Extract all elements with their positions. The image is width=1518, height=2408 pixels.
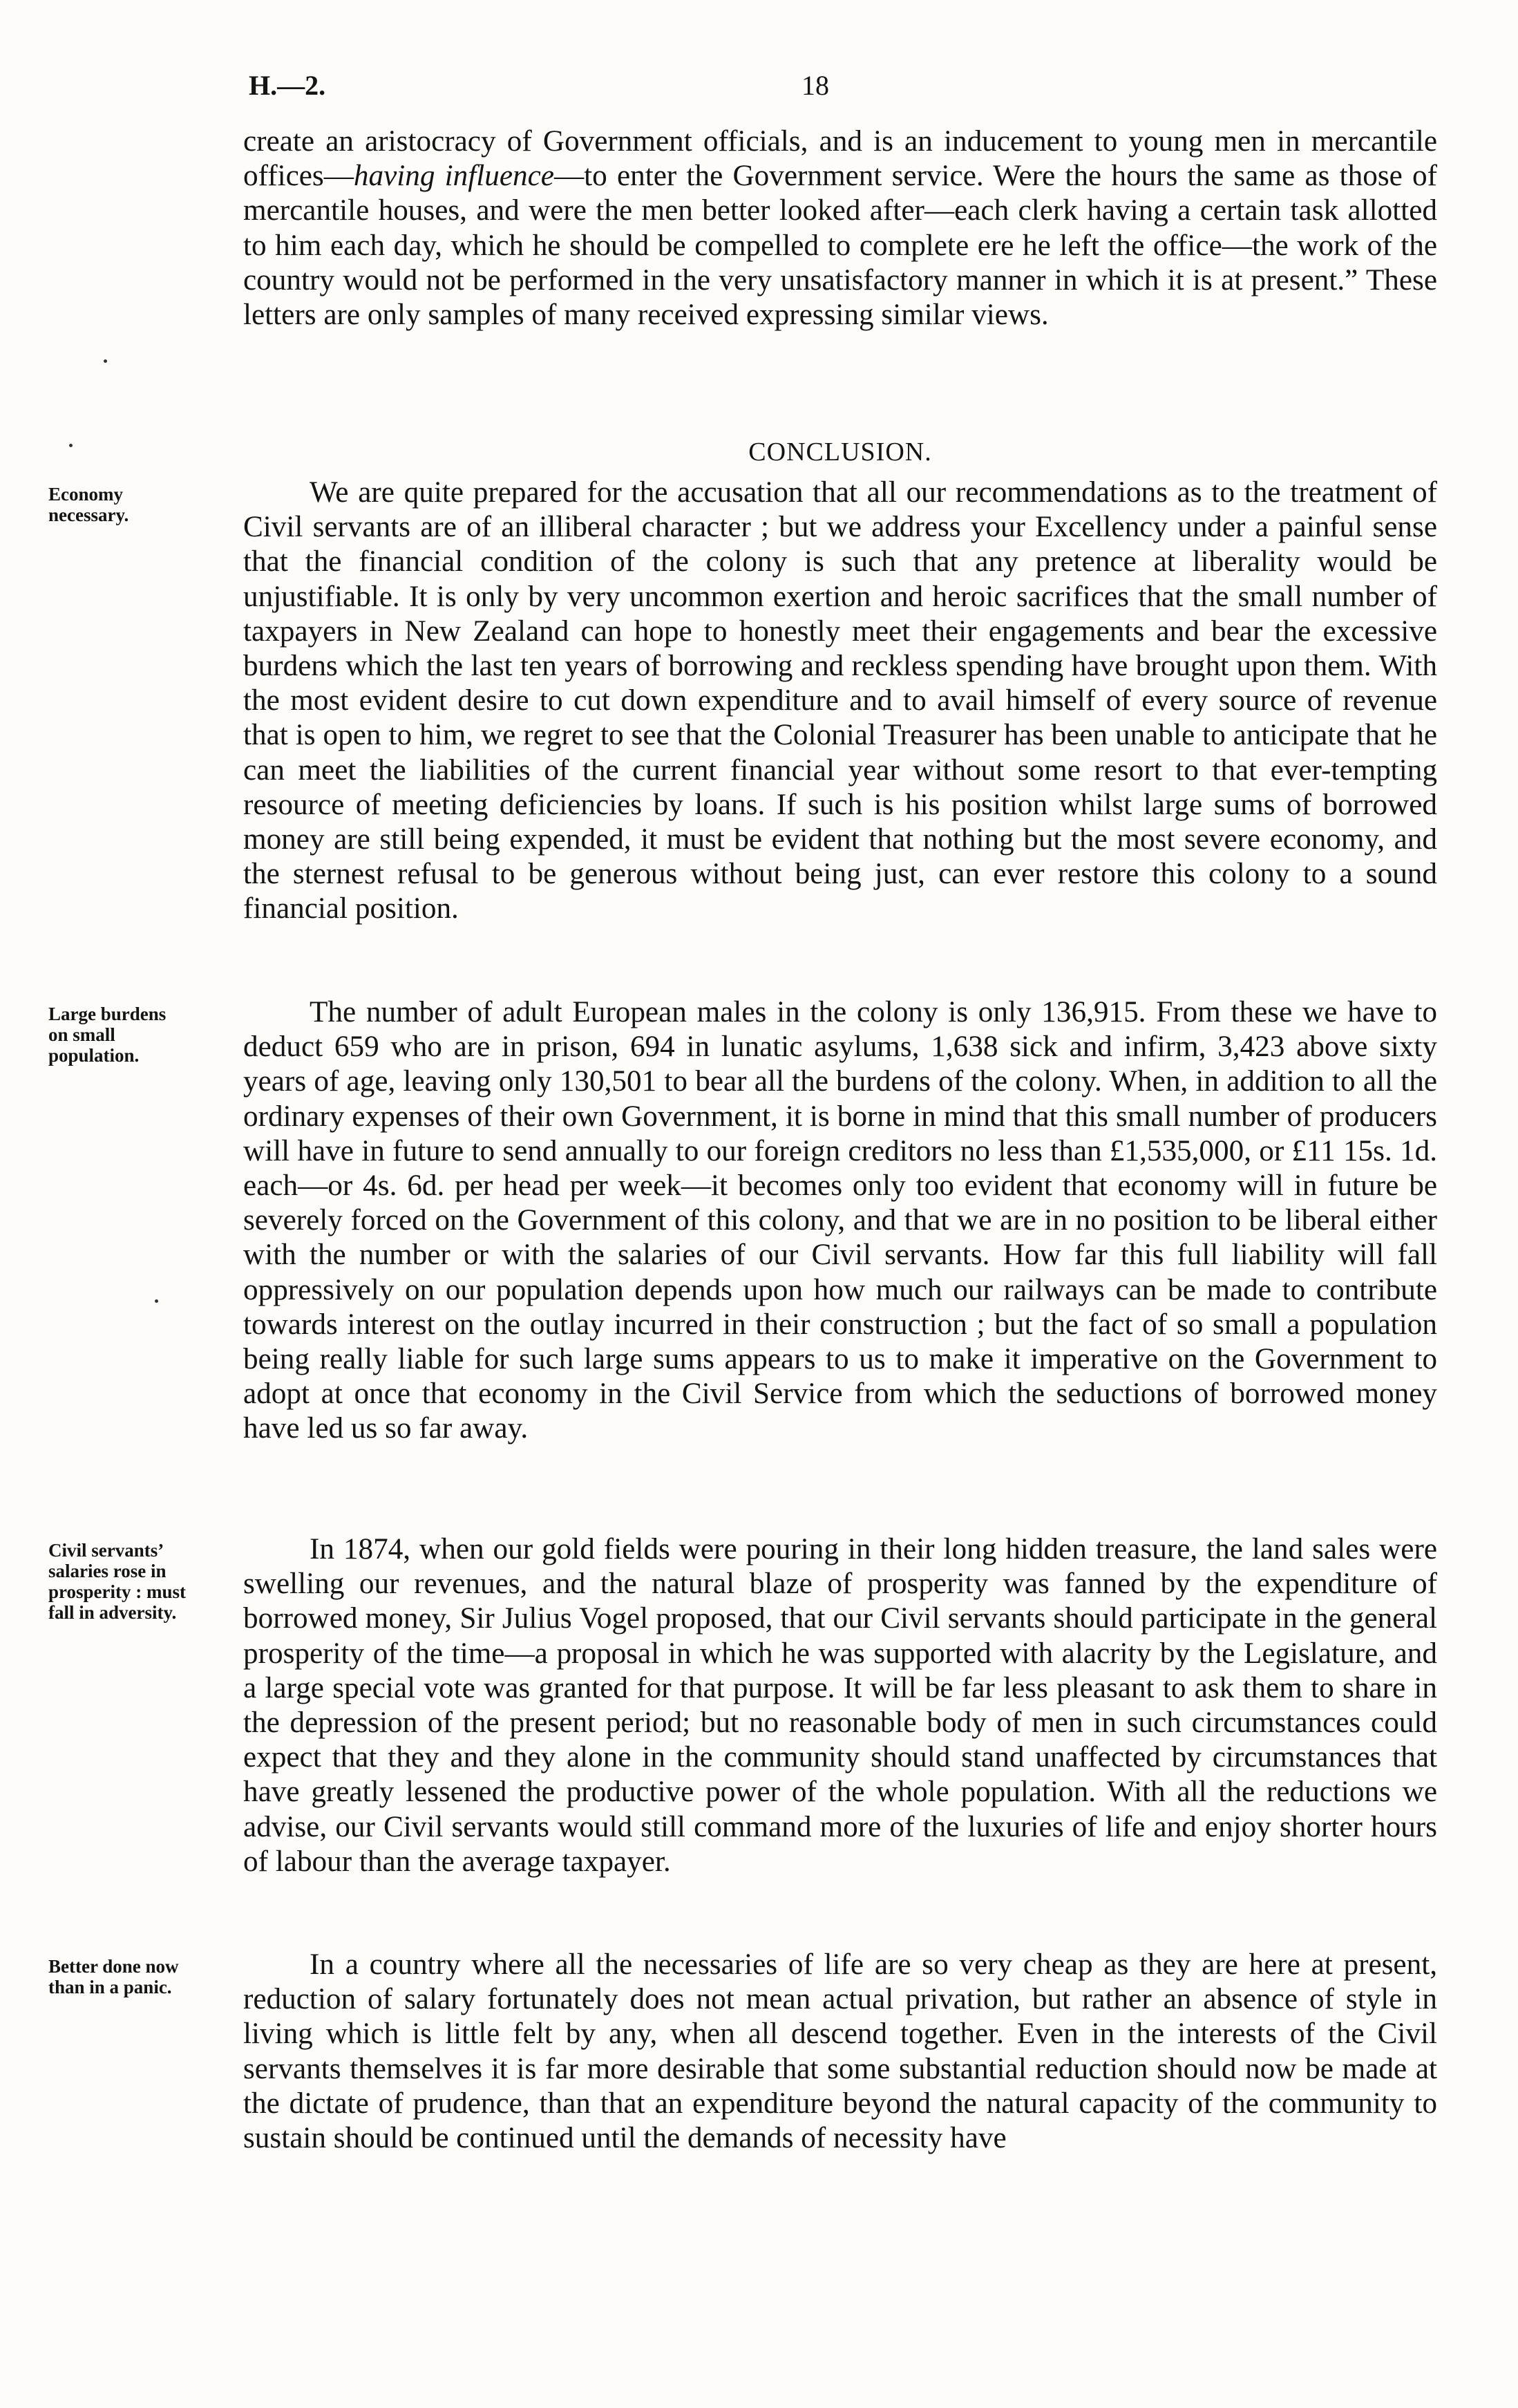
side-note-economy <box>48 484 235 525</box>
side-note-line: Better done now <box>48 1956 179 1977</box>
intro-paragraph <box>243 124 1437 332</box>
side-note-line: fall in adversity. <box>48 1602 177 1623</box>
side-note-line: than in a panic. <box>48 1977 172 1997</box>
side-note-line: Large burdens <box>48 1004 167 1024</box>
margin-speck <box>155 1299 158 1303</box>
document-reference: H.—2. <box>249 70 326 101</box>
paragraph-burdens: The number of adult European males in the colony is only 136,915. From these we have to deduct 659 who are in prison, 694 in lunatic asylums, 1,638 sick and infirm, 3,423 above sixty years of age, leaving only 130,501 to bear all the burdens of the colony. When, in addition to all the ordinary expenses of their own Government, it is borne in mind that this small number of producers will have in future to send annually to our foreign creditors no less than £1,535,000, or £11 15s. 1d. each—or 4s. 6d. per head per week—it becomes only too evident that economy will in future be severely forced on the Government of this colony, and that we are in no position to be liberal either with the number or with the salaries of our Civil servants. How far this full liability will fall oppressively on our population depends upon how much our railways can be made to contribute towards interest on the outlay incurred in their construction ; but the fact of so small a population being really liable for such large sums appears to us to make it imperative on the Government to adopt at once that economy in the Civil Service from which the seductions of borrowed money have led us so far away. <box>243 996 1437 1445</box>
paragraph-salaries: In 1874, when our gold fields were pouring in their long hidden treasure, the land sales were swelling our revenues, and the natural blaze of prosperity was fanned by the expenditure of borrowed money, Sir Julius Vogel proposed, that our Civil servants should participate in the general prosperity of the time—a proposal in which he was supported with alacrity by the Legislature, and a large special vote was granted for that purpose. It will be far less pleasant to ask them to share in the depression of the present period; but no reasonable body of men in such circumstances could expect that they and they alone in the community should stand unaffected by circumstances that have greatly lessened the productive power of the whole population. With all the reductions we advise, our Civil servants would still command more of the luxuries of life and enjoy shorter hours of labour than the average taxpayer. <box>243 1533 1437 1878</box>
side-note-line: Civil servants’ <box>48 1540 164 1561</box>
side-note-line: necessary. <box>48 505 129 525</box>
side-note-salaries <box>48 1540 235 1623</box>
margin-speck <box>69 444 73 447</box>
intro-text-before: create an aristocracy of Government officials, and is an inducement to young men in mercantile offices— <box>243 125 1437 193</box>
side-note-line: salaries rose in <box>48 1561 167 1581</box>
intro-text-after: —to enter the Government service. Were the hours the same as those of mercantile houses, and were the men better looked after—each clerk having a certain task allotted to him each day, which he should be compelled to complete ere he left the office—the work of the country would not be performed in the very unsatisfactory manner in which it is at present.” These letters are only samples of many received expressing similar views. <box>243 160 1437 332</box>
side-note-panic <box>48 1956 235 1997</box>
page-header <box>249 69 1437 111</box>
page-number: 18 <box>801 70 829 101</box>
side-note-line: Economy <box>48 484 123 505</box>
side-note-burdens <box>48 1004 235 1066</box>
side-note-line: prosperity : must <box>48 1581 186 1602</box>
paragraph-panic: In a country where all the necessaries of life are so very cheap as they are here at present, reduction of salary fortunately does not mean actual privation, but rather an absence of style in living which is little felt by any, when all descend together. Even in the interests of the Civil servants themselves it is far more desirable that some substantial reduction should now be made at the dictate of prudence, than that an expenditure beyond the natural capacity of the community to sustain should be continued until the demands of necessity have <box>243 1948 1437 2155</box>
side-note-line: on small <box>48 1024 115 1045</box>
intro-italic-phrase: having influence <box>353 160 554 193</box>
section-heading: CONCLUSION. <box>748 438 932 467</box>
margin-speck <box>104 359 107 363</box>
paragraph-economy: We are quite prepared for the accusation that all our recommendations as to the treatment of Civil servants are of an illiberal character ; but we address your Excellency under a painful sense that the financial condition of the colony is such that any pretence at liberality would be unjustifiable. It is only by very uncommon exertion and heroic sacrifices that the small number of taxpayers in New Zealand can hope to honestly meet their engagements and bear the excessive burdens which the last ten years of borrowing and reckless spending have brought upon them. With the most evident desire to cut down expenditure and to avail himself of every source of revenue that is open to him, we regret to see that the Colonial Treasurer has been unable to anticipate that he can meet the liabilities of the current financial year without some resort to that ever-tempting resource of meeting deficiencies by loans. If such is his position whilst large sums of borrowed money are still being expended, it must be evident that nothing but the most severe economy, and the sternest refusal to be generous without being just, can ever restore this colony to a sound financial position. <box>243 476 1437 925</box>
side-note-line: population. <box>48 1045 140 1066</box>
